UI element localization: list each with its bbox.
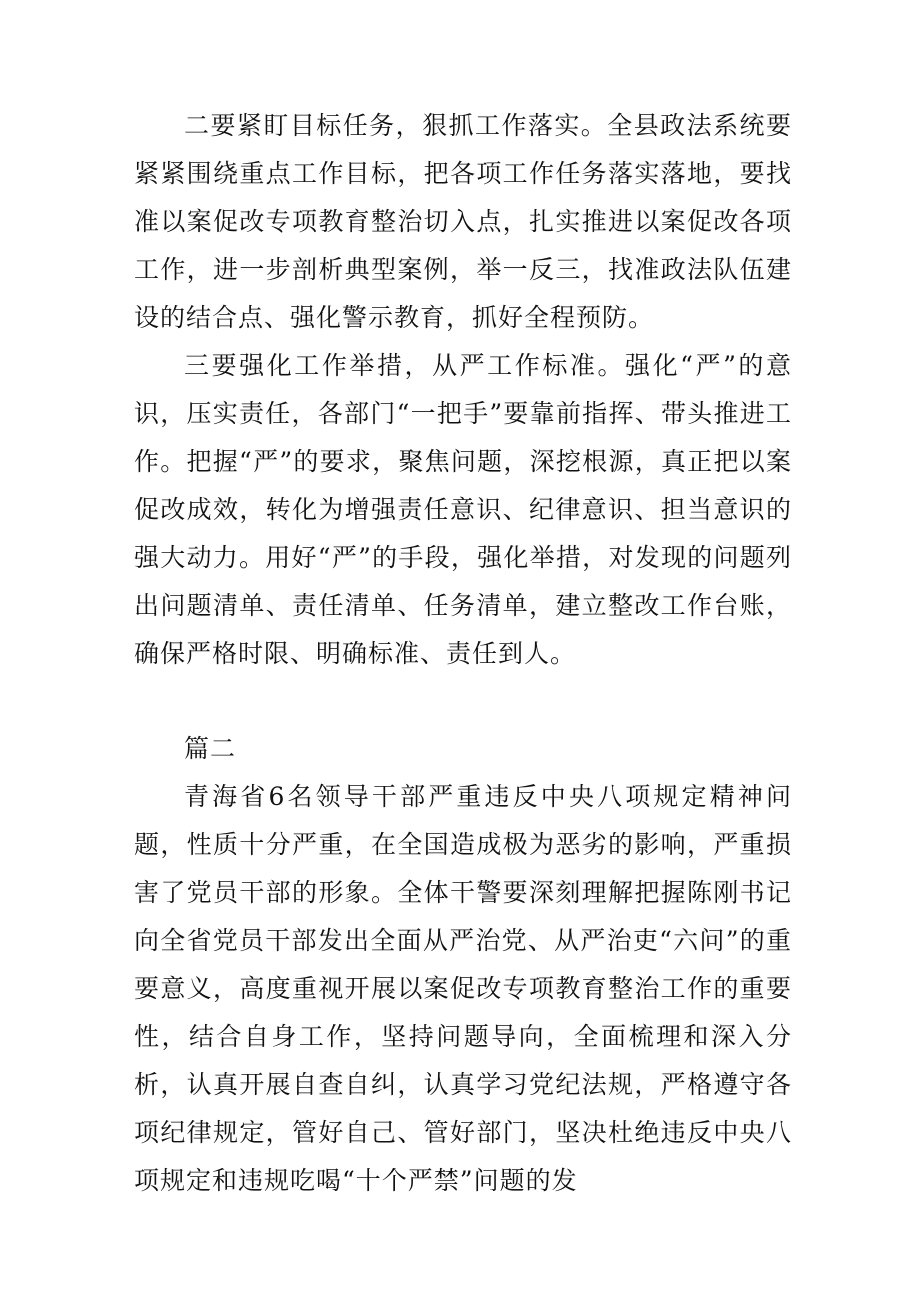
paragraph-3: 三要强化工作举措，从严工作标准。强化“严”的意识，压实责任，各部门“一把手”要靠前指挥、带头推进工作。把握“严”的要求，聚焦问题，深挖根源，真正把以案促改成效，转化为增强责任意识、纪律意识、担当意识的强大动力。用好“严”的手段，强化举措，对发现的问题列出问题清单、责任清单、任务清单，建立整改工作台账，确保严格时限、明确标准、责任到人。	[134, 351, 792, 668]
section-heading: 篇二	[184, 734, 237, 763]
paragraph-2: 二要紧盯目标任务，狠抓工作落实。全县政法系统要紧紧围绕重点工作目标，把各项工作任务落实落地，要找准以案促改专项教育整治切入点，扎实推进以案促改各项工作，进一步剖析典型案例，举一反三，找准政法队伍建设的结合点、强化警示教育，抓好全程预防。	[134, 111, 792, 332]
paragraph-4: 青海省6名领导干部严重违反中央八项规定精神问题，性质十分严重，在全国造成极为恶劣的影响，严重损害了党员干部的形象。全体干警要深刻理解把握陈刚书记向全省党员干部发出全面从严治党、从严治吏“六问”的重要意义，高度重视开展以案促改专项教育整治工作的重要性，结合自身工作，坚持问题导向，全面梳理和深入分析，认真开展自查自纠，认真学习党纪法规，严格遵守各项纪律规定，管好自己、管好部门，坚决杜绝违反中央八项规定和违规吃喝“十个严禁”问题的发	[134, 782, 792, 1195]
section-spacing	[134, 678, 792, 725]
